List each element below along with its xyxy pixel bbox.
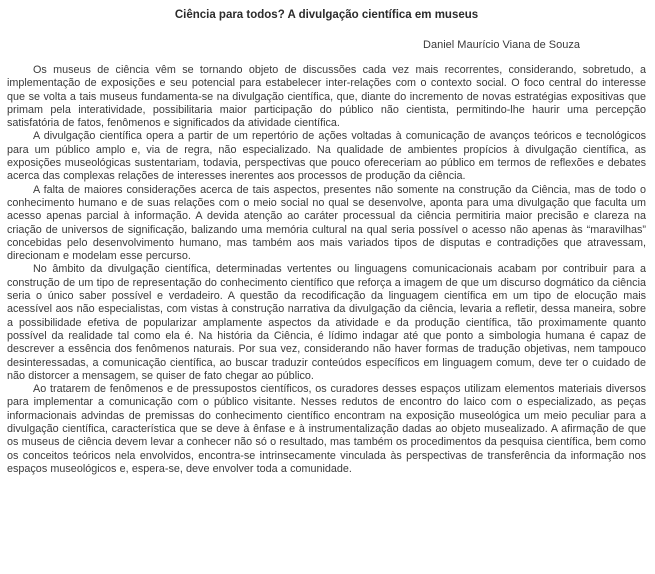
article-body <box>7 64 646 476</box>
article-author: Daniel Maurício Viana de Souza <box>423 39 580 51</box>
article-paragraph: Os museus de ciência vêm se tornando objeto de discussões cada vez mais recorrentes, considerando, sobretudo, a implementação de exposições e seu potencial para estabelecer inter-relações com o contexto social. O foco central do interesse que se volta a tais museus fundamenta-se na divulgação científica, que, diante do incremento de novas estratégias expositivas que primam pela interatividade, possibilitaria maior participação do público não cientista, permitindo-lhe haurir uma percepção satisfatória de fatos, fenômenos e significados da atividade científica. <box>7 64 646 130</box>
article-paragraph: No âmbito da divulgação científica, determinadas vertentes ou linguagens comunicacionais acabam por contribuir para a construção de um tipo de representação do conhecimento científico que reforça a imagem de que um discurso dogmático da ciência seria o único saber possível e verdadeiro. A questão da recodificação da linguagem científica em um tipo de elocução mais acessível aos não especialistas, com vistas à construção narrativa da divulgação da ciência, levaria a refletir, dessa maneira, sobre a possibilidade efetiva de popularizar amplamente aspectos da atividade e da produção científica, tão proximamente quanto possível da realidade tal como ela é. Na história da Ciência, é lídimo indagar até que ponto a simbologia humana é capaz de descrever a essência dos fenômenos naturais. Por sua vez, considerando não haver formas de tradução objetivas, nem tampouco desinteressadas, a comunicação científica, ao buscar traduzir conteúdos específicos em linguagem comum, deve ter o cuidado de não distorcer a mensagem, se quiser de fato chegar ao público. <box>7 263 646 382</box>
article-title: Ciência para todos? A divulgação científica em museus <box>174 9 479 21</box>
article-paragraph: A divulgação científica opera a partir de um repertório de ações voltadas à comunicação de avanços teóricos e tecnológicos para um público amplo e, via de regra, não especializado. Na qualidade de ambientes propícios à divulgação científica, as exposições museológicas sustentariam, todavia, perspectivas que pouco ofereceriam ao público em termos de reflexões e debates acerca das complexas relações de interesses inerentes aos processos de produção da ciência. <box>7 130 646 183</box>
article-paragraph: A falta de maiores considerações acerca de tais aspectos, presentes não somente na construção da Ciência, mas de todo o conhecimento humano e de suas relações com o meio social no qual se desenvolve, aponta para uma divulgação que faculta um acesso apenas parcial à informação. A devida atenção ao caráter processual da ciência permitiria maior precisão e clareza na criação de universos de significação, balizando uma memória cultural na qual seria possível o acesso não apenas às “maravilhas” concebidas pelo desenvolvimento humano, mas também aos mais variados tipos de disputas e contradições que atravessam, direcionam e modelam esse percurso. <box>7 183 646 263</box>
article-paragraph: Ao tratarem de fenômenos e de pressupostos científicos, os curadores desses espaços utilizam elementos materiais diversos para implementar a comunicação com o público visitante. Nesses redutos de encontro do laico com o especializado, as peças informacionais advindas de premissas do conhecimento científico encontram na exposição museológica um meio peculiar para a divulgação científica, característica que se deve à ênfase e à instrumentalização dadas ao objeto musealizado. A afirmação de que os museus de ciência devem levar a conhecer não só o resultado, mas também os procedimentos da pesquisa científica, bem como os conceitos teóricos nela envolvidos, encontra-se intrinsecamente vinculada às perspectivas de transferência da informação nos espaços museológicos e, espera-se, deve envolver toda a comunidade. <box>7 383 646 475</box>
